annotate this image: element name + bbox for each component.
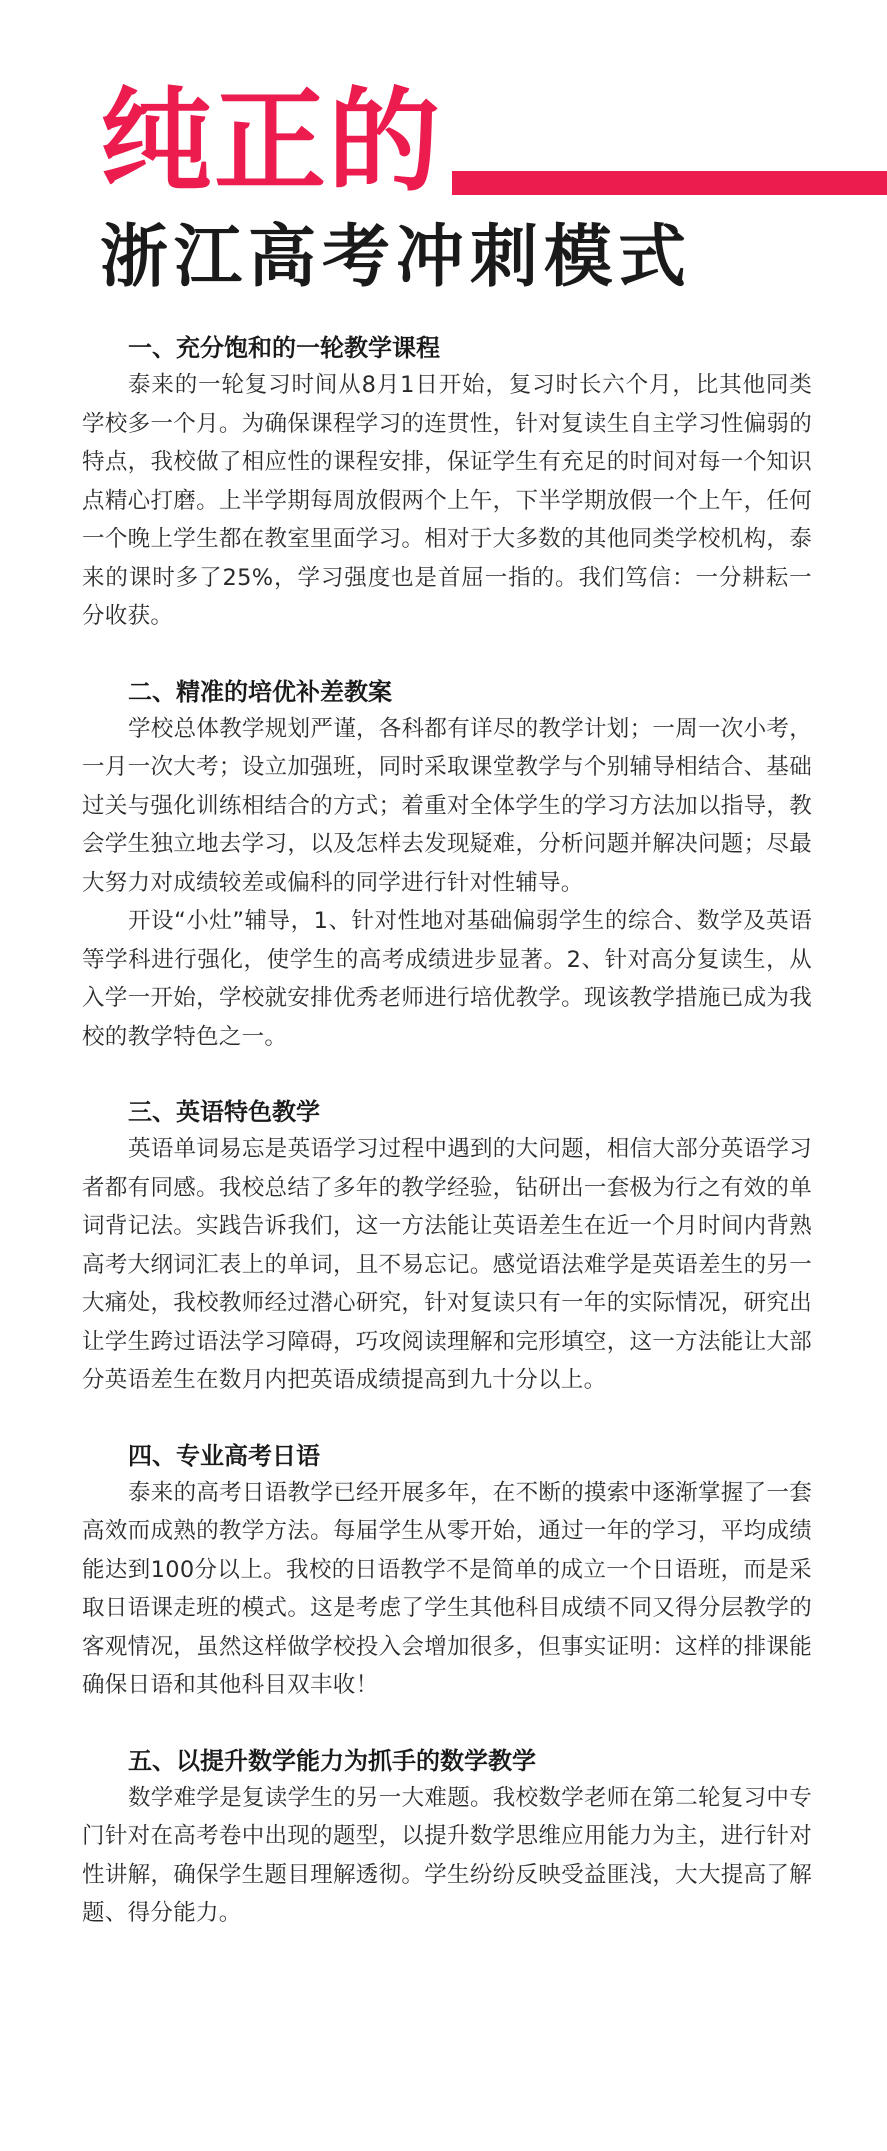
section-paragraph: 学校总体教学规划严谨，各科都有详尽的教学计划；一周一次小考，一月一次大考；设立加强班，同时采取课堂教学与个别辅导相结合、基础过关与强化训练相结合的方式；着重对全体学生的学习方法加以指导，教会学生独立地去学习，以及怎样去发现疑难，分析问题并解决问题；尽最大努力对成绩较差或偏科的同学进行针对性辅导。 (82, 715, 813, 896)
section-5 (82, 1743, 812, 1933)
title-accent-bar (452, 171, 887, 195)
section-heading: 四、专业高考日语 (128, 1441, 320, 1470)
section-2 (82, 674, 812, 1057)
section-1 (82, 330, 812, 636)
section-paragraph: 开设“小灶”辅导，1、针对性地对基础偏弱学生的综合、数学及英语等学科进行强化，使学生的高考成绩进步显著。2、针对高分复读生，从入学一开始，学校就安排优秀老师进行培优教学。现该教学措施已成为我校的教学特色之一。 (82, 908, 812, 1050)
section-paragraph: 泰来的一轮复习时间从8月1日开始，复习时长六个月，比其他同类学校多一个月。为确保课程学习的连贯性，针对复读生自主学习性偏弱的特点，我校做了相应性的课程安排，保证学生有充足的时间对每一个知识点精心打磨。上半学期每周放假两个上午，下半学期放假一个上午，任何一个晚上学生都在教室里面学习。相对于大多数的其他同类学校机构，泰来的课时多了25%，学习强度也是首屈一指的。我们笃信：一分耕耘一分收获。 (82, 372, 812, 629)
section-4 (82, 1438, 812, 1705)
section-paragraph: 数学难学是复读学生的另一大难题。我校数学老师在第二轮复习中专门针对在高考卷中出现的题型，以提升数学思维应用能力为主，进行针对性讲解，确保学生题目理解透彻。学生纷纷反映受益匪浅，大大提高了解题、得分能力。 (82, 1784, 813, 1926)
section-paragraph: 英语单词易忘是英语学习过程中遇到的大问题，相信大部分英语学习者都有同感。我校总结了多年的教学经验，钻研出一套极为行之有效的单词背记法。实践告诉我们，这一方法能让英语差生在近一个月时间内背熟高考大纲词汇表上的单词，且不易忘记。感觉语法难学是英语差生的另一大痛处，我校教师经过潜心研究，针对复读只有一年的实际情况，研究出让学生跨过语法学习障碍，巧攻阅读理解和完形填空，这一方法能让大部分英语差生在数月内把英语成绩提高到九十分以上。 (82, 1136, 813, 1393)
page-title: 纯正的 (100, 77, 442, 207)
section-heading: 三、英语特色教学 (128, 1098, 320, 1126)
section-paragraph: 泰来的高考日语教学已经开展多年，在不断的摸索中逐渐掌握了一套高效而成熟的教学方法。每届学生从零开始，通过一年的学习，平均成绩能达到100分以上。我校的日语教学不是简单的成立一个日语班，而是采取日语课走班的模式。这是考虑了学生其他科目成绩不同又得分层教学的客观情况，虽然这样做学校投入会增加很多，但事实证明：这样的排课能确保日语和其他科目双丰收！ (82, 1479, 813, 1698)
section-heading: 一、充分饱和的一轮教学课程 (128, 334, 440, 362)
article-body (82, 330, 812, 1971)
section-heading: 二、精准的培优补差教案 (128, 677, 392, 706)
section-3 (82, 1094, 812, 1400)
page-subtitle: 浙江高考冲刺模式 (100, 218, 693, 297)
section-heading: 五、以提升数学能力为抓手的数学教学 (128, 1746, 536, 1775)
